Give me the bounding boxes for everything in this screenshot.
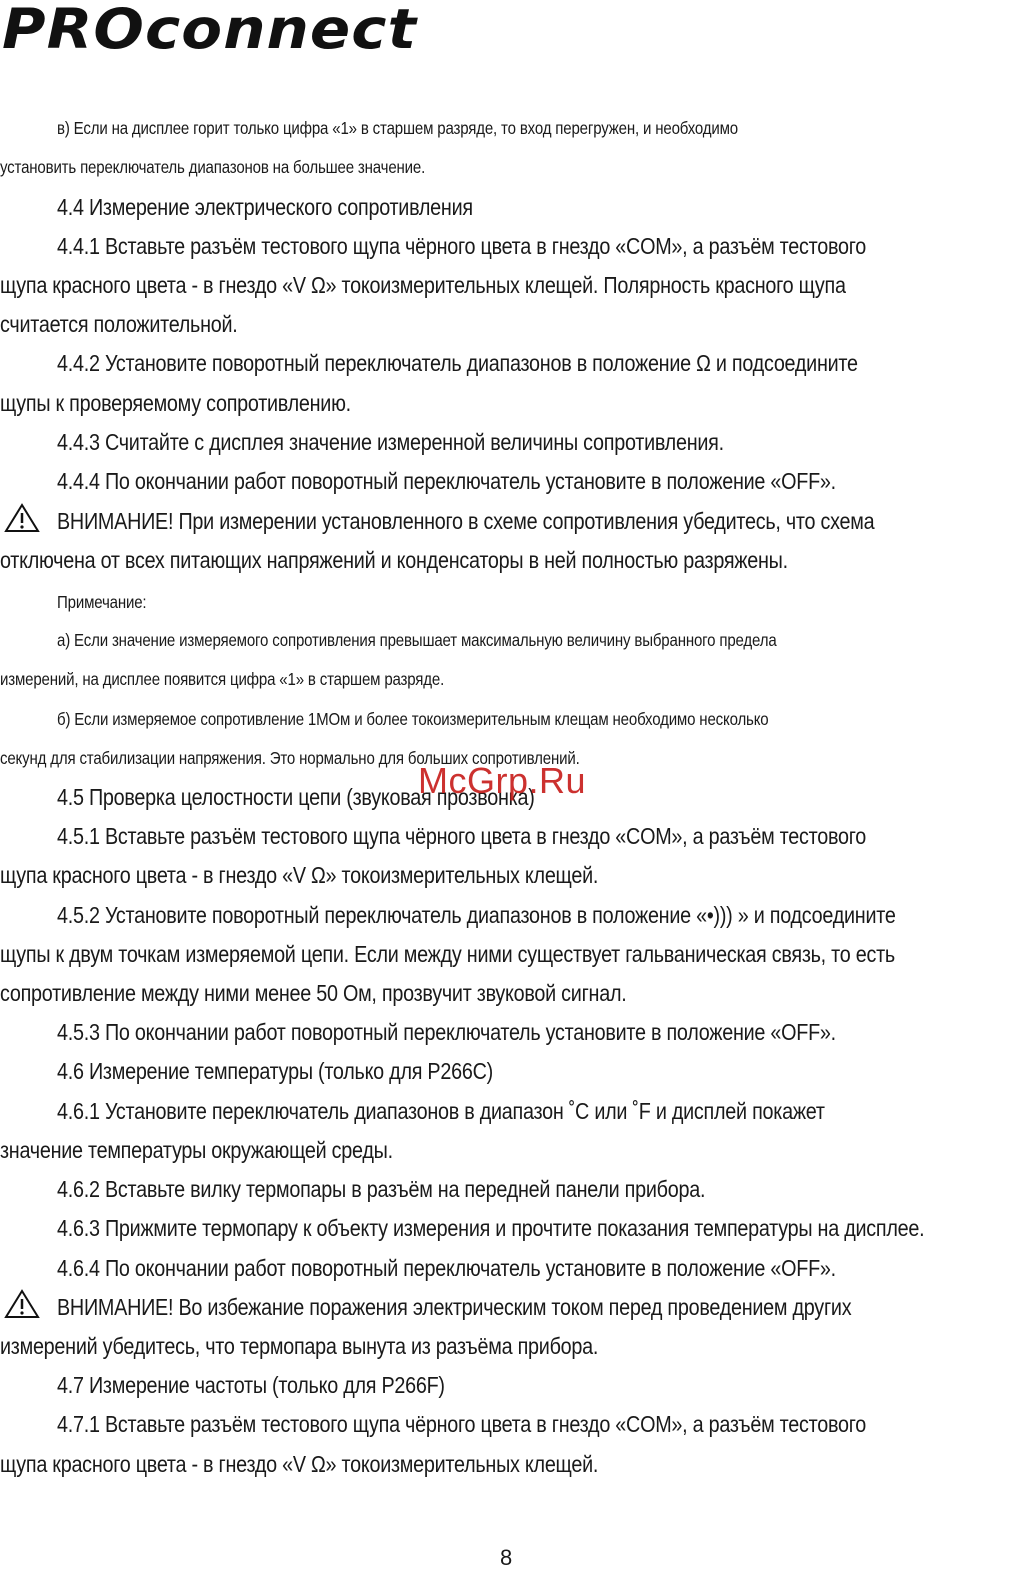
text-line: 4.6.3 Прижмите термопару к объекту измерения и прочтите показания температуры на дисплее. — [57, 1215, 925, 1241]
text-line: секунд для стабилизации напряжения. Это нормально для больших сопротивлений. — [0, 748, 580, 768]
section-heading: 4.6 Измерение температуры (только для P266C) — [57, 1058, 493, 1084]
text-line: 4.5.1 Вставьте разъём тестового щупа чёрного цвета в гнездо «COM», а разъём тестового — [57, 823, 867, 849]
text-line: 4.5.3 По окончании работ поворотный переключатель установите в положение «OFF». — [57, 1019, 836, 1045]
text-line: 4.4.4 По окончании работ поворотный переключатель установите в положение «OFF». — [57, 468, 836, 494]
warning-triangle-icon — [4, 1289, 40, 1319]
text-line: щупы к проверяемому сопротивлению. — [0, 390, 351, 416]
text-line: щупа красного цвета - в гнездо «V Ω» токоизмерительных клещей. Полярность красного щупа — [0, 272, 846, 298]
section-heading: 4.4 Измерение электрического сопротивления — [57, 194, 473, 220]
text-line: значение температуры окружающей среды. — [0, 1137, 393, 1163]
text-line: щупа красного цвета - в гнездо «V Ω» токоизмерительных клещей. — [0, 1451, 599, 1477]
text-line: в) Если на дисплее горит только цифра «1» в старшем разряде, то вход перегружен, и необходимо — [57, 118, 739, 138]
text-line: 4.4.2 Установите поворотный переключатель диапазонов в положение Ω и подсоедините — [57, 350, 858, 376]
text-line: измерений убедитесь, что термопара вынута из разъёма прибора. — [0, 1333, 599, 1359]
text-line: а) Если значение измеряемого сопротивления превышает максимальную величину выбранного предела — [57, 630, 777, 650]
text-line: 4.6.4 По окончании работ поворотный переключатель установите в положение «OFF». — [57, 1255, 836, 1281]
text-line: 4.5.2 Установите поворотный переключатель диапазонов в положение «•))) » и подсоедините — [57, 902, 896, 928]
section-heading: 4.7 Измерение частоты (только для P266F) — [57, 1372, 445, 1398]
text-line: 4.6.2 Вставьте вилку термопары в разъём на передней панели прибора. — [57, 1176, 706, 1202]
text-line: 4.6.1 Установите переключатель диапазонов в диапазон ˚C или ˚F и дисплей покажет — [57, 1098, 825, 1124]
watermark: McGrp.Ru — [418, 760, 587, 801]
text-line: б) Если измеряемое сопротивление 1МОм и более токоизмерительным клещам необходимо несколько — [57, 709, 769, 729]
text-line: измерений, на дисплее появится цифра «1» в старшем разряде. — [0, 669, 445, 689]
page-number: 8 — [500, 1545, 513, 1570]
note-label: Примечание: — [57, 592, 147, 612]
text-line: отключена от всех питающих напряжений и конденсаторы в ней полностью разряжены. — [0, 547, 788, 573]
warning-text: ВНИМАНИЕ! Во избежание поражения электрическим током перед проведением других — [57, 1294, 852, 1320]
text-line: 4.7.1 Вставьте разъём тестового щупа чёрного цвета в гнездо «COM», а разъём тестового — [57, 1411, 867, 1437]
section-heading: 4.5 Проверка целостности цепи (звуковая прозвонка) — [57, 784, 535, 810]
text-line: 4.4.1 Вставьте разъём тестового щупа чёрного цвета в гнездо «COM», а разъём тестового — [57, 233, 867, 259]
brand-logo: PROconnect — [2, 0, 418, 61]
text-line: щупы к двум точкам измеряемой цепи. Если между ними существует гальваническая связь, то есть — [0, 941, 895, 967]
warning-text: ВНИМАНИЕ! При измерении установленного в схеме сопротивления убедитесь, что схема — [57, 508, 875, 534]
warning-triangle-icon — [4, 503, 40, 533]
text-line: установить переключатель диапазонов на большее значение. — [0, 157, 426, 177]
text-line: считается положительной. — [0, 311, 238, 337]
text-line: 4.4.3 Считайте с дисплея значение измеренной величины сопротивления. — [57, 429, 724, 455]
text-line: сопротивление между ними менее 50 Ом, прозвучит звуковой сигнал. — [0, 980, 627, 1006]
text-line: щупа красного цвета - в гнездо «V Ω» токоизмерительных клещей. — [0, 862, 599, 888]
